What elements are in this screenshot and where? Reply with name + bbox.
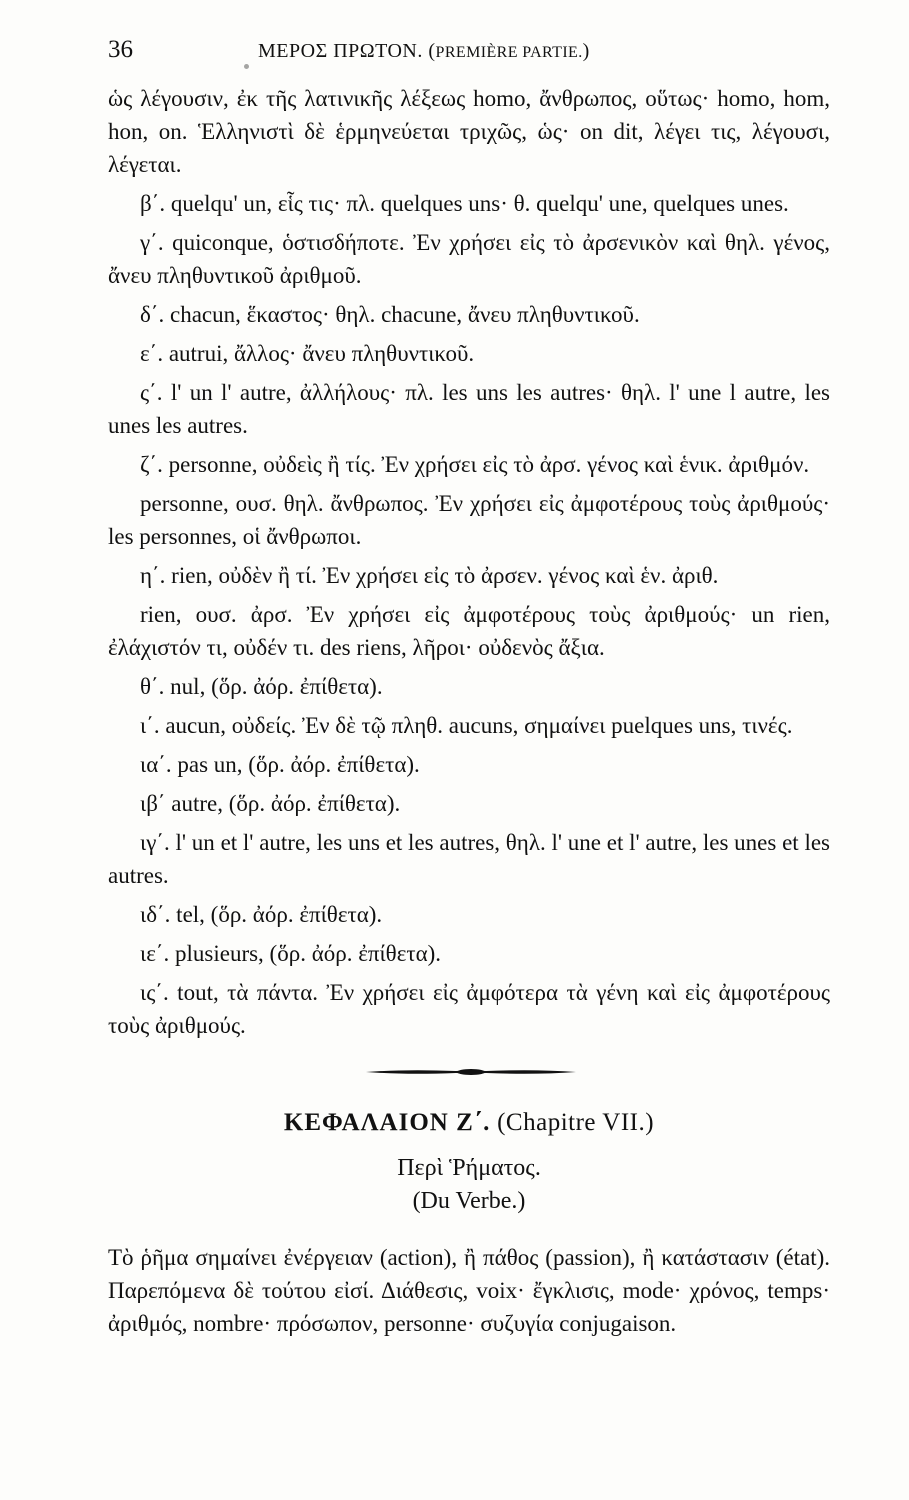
entry-item: θ΄. nul, (ὅρ. ἀόρ. ἐπίθετα). <box>140 674 383 699</box>
ornamental-rule <box>108 1056 830 1088</box>
entry-item: ιβ΄ autre, (ὅρ. ἀόρ. ἐπίθετα). <box>140 791 401 816</box>
running-head-close: ) <box>582 40 590 62</box>
page-content <box>108 34 830 1363</box>
entry-item: personne, ουσ. θηλ. ἄνθρωπος. Ἐν χρήσει εἰς ἀμφοτέρους τοὺς ἀριθμούς· les personnes, οἱ ἄνθρωποι. <box>108 491 830 549</box>
entry-item: β΄. quelqu' un, εἷς τις· πλ. quelques uns· θ. quelqu' une, quelques unes. <box>140 191 789 216</box>
chapter-subtitle-greek: Περὶ Ῥήματος. <box>397 1155 541 1181</box>
page-header <box>108 34 830 70</box>
entry-item: η΄. rien, οὐδὲν ἢ τί. Ἐν χρήσει εἰς τὸ ἀρσεν. γένος καὶ ἑν. ἀριθ. <box>140 563 719 588</box>
entry-item: γ΄. quiconque, ὁστισδήποτε. Ἐν χρήσει εἰς τὸ ἀρσενικὸν καὶ θηλ. γένος, ἄνευ πληθυντικοῦ ἀριθμοῦ. <box>108 230 830 288</box>
entry-item: ε΄. autrui, ἄλλος· ἄνευ πληθυντικοῦ. <box>140 341 475 366</box>
chapter-title-greek: ΚΕΦΑΛΑΙΟΝ Ζ΄. <box>283 1109 491 1136</box>
entry-item: δ΄. chacun, ἕκαστος· θηλ. chacune, ἄνευ πληθυντικοῦ. <box>140 302 640 327</box>
page-number: 36 <box>108 36 133 63</box>
entry-item: ις΄. tout, τὰ πάντα. Ἐν χρήσει εἰς ἀμφότερα τὰ γένη καὶ εἰς ἀμφοτέρους τοὺς ἀριθμούς. <box>108 980 830 1038</box>
entry-item: ζ΄. personne, οὐδεὶς ἢ τίς. Ἐν χρήσει εἰς τὸ ἀρσ. γένος καὶ ἑνικ. ἀριθμόν. <box>140 452 810 477</box>
entry-item: ς΄. l' un l' autre, ἀλλήλους· πλ. les uns les autres· θηλ. l' une l autre, les unes les autres. <box>108 380 830 438</box>
entry-item: rien, ουσ. ἀρσ. Ἐν χρήσει εἰς ἀμφοτέρους τοὺς ἀριθμούς· un rien, ἐλάχιστόν τι, οὐδέν τι. des riens, λῆροι· οὐδενὸς ἄξια. <box>108 602 830 660</box>
ornamental-rule-graphic <box>366 1069 576 1075</box>
entry-item: ιδ΄. tel, (ὅρ. ἀόρ. ἐπίθετα). <box>140 902 383 927</box>
running-head-small: PREMIÈRE PARTIE. <box>435 44 583 61</box>
entry-item: ιγ΄. l' un et l' autre, les uns et les autres, θηλ. l' une et l' autre, les unes et les autres. <box>108 830 830 888</box>
entry-item: ὡς λέγουσιν, ἐκ τῆς λατινικῆς λέξεως homo, ἄνθρωπος, οὕτως· homo, hom, hon, on. Ἑλληνιστὶ δὲ ἑρμηνεύεται τριχῶς, ὡς· on dit, λέγει τις, λέγουσι, λέγεται. <box>108 86 830 177</box>
running-head <box>258 36 798 68</box>
chapter-title-french: (Chapitre VII.) <box>497 1109 655 1136</box>
running-head-main: ΜΕΡΟΣ ΠΡΩΤΟΝ. ( <box>258 40 436 62</box>
body-paragraph: Τὸ ῥῆμα σημαίνει ἐνέργειαν (action), ἢ πάθος (passion), ἢ κατάστασιν (état). Παρεπόμενα δὲ τούτου εἰσί. Διάθεσις, voix· ἔγκλισις, mode· χρόνος, temps· ἀριθμός, nombre· πρόσωπον, personne· συζυγία conjugaison. <box>108 1245 830 1336</box>
chapter-subtitle-french: (Du Verbe.) <box>412 1188 526 1214</box>
entry-item: ιε΄. plusieurs, (ὅρ. ἀόρ. ἐπίθετα). <box>140 941 442 966</box>
chapter-title <box>108 1106 830 1140</box>
entry-item: ι΄. aucun, οὐδείς. Ἐν δὲ τῷ πληθ. aucuns, σημαίνει puelques uns, τινές. <box>140 713 793 738</box>
entry-item: ια΄. pas un, (ὅρ. ἀόρ. ἐπίθετα). <box>140 752 420 777</box>
entry-list <box>108 82 830 1042</box>
